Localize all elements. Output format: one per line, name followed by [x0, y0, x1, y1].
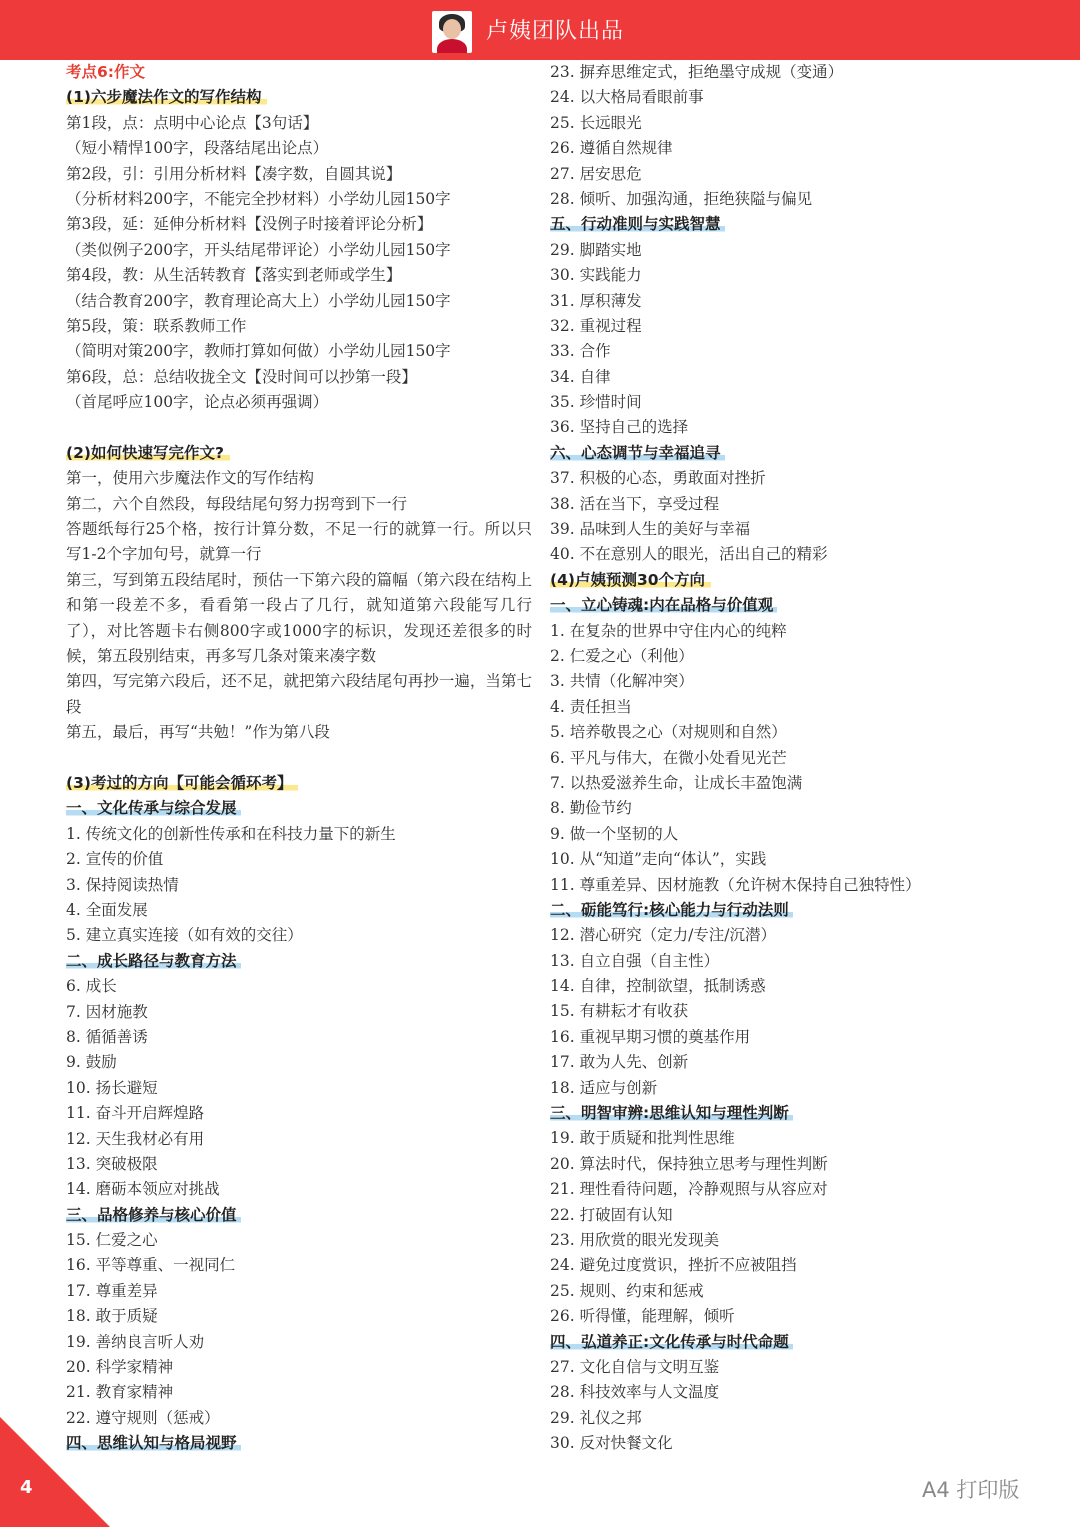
list-item: （简明对策200字，教师打算如何做）小学幼儿园150字 [66, 342, 451, 361]
list-item: 25. 长远眼光 [550, 113, 642, 132]
list-item: 9. 做一个坚韧的人 [550, 824, 679, 843]
list-item: 25. 规则、约束和惩戒 [550, 1281, 704, 1300]
list-item: 第3段，延：延伸分析材料【没例子时接着评论分析】 [66, 215, 433, 234]
list-item: 20. 算法时代，保持独立思考与理性判断 [550, 1154, 828, 1173]
page-number: 4 [20, 1477, 33, 1498]
group-heading: 三、明智审辨:思维认知与理性判断 [550, 1104, 793, 1122]
group-heading: 三、品格修养与核心价值 [66, 1206, 241, 1224]
list-item: 7. 因材施教 [66, 1002, 148, 1021]
list-item: 21. 理性看待问题，冷静观照与从容应对 [550, 1180, 828, 1199]
list-item: 30. 实践能力 [550, 266, 642, 285]
group-heading: 六、心态调节与幸福追寻 [550, 444, 725, 462]
list-item: 29. 礼仪之邦 [550, 1408, 642, 1427]
section-heading: (1)六步魔法作文的写作结构 [66, 88, 267, 106]
list-item: 3. 保持阅读热情 [66, 875, 179, 894]
paragraph: 第三，写到第五段结尾时，预估一下第六段的篇幅（第六段在结构上和第一段差不多，看看第一段占了几行，就知道第六段能写几行了），对比答题卡右侧800字或1000字的标识，发现还差很多的时候，第五段别结束，再多写几条对策来凑字数 [66, 570, 532, 666]
list-item: 24. 避免过度赏识，挫折不应被阻挡 [550, 1256, 797, 1275]
list-item: 36. 坚持自己的选择 [550, 418, 689, 437]
list-item: 16. 重视早期习惯的奠基作用 [550, 1027, 751, 1046]
list-item: 21. 教育家精神 [66, 1383, 174, 1402]
list-item: 第2段，引：引用分析材料【凑字数，自圆其说】 [66, 164, 402, 183]
paragraph: 答题纸每行25个格，按行计算分数，不足一行的就算一行。所以只写1-2个字加句号，就算一行 [66, 520, 532, 564]
list-item: 27. 文化自信与文明互鉴 [550, 1357, 720, 1376]
right-column [550, 60, 1020, 1456]
list-item: 15. 仁爱之心 [66, 1231, 158, 1250]
left-column [66, 60, 532, 1457]
list-item: （首尾呼应100字，论点必须再强调） [66, 393, 329, 412]
list-item: 18. 敢于质疑 [66, 1307, 158, 1326]
list-item: 19. 敢于质疑和批判性思维 [550, 1129, 735, 1148]
list-item: （类似例子200字，开头结尾带评论）小学幼儿园150字 [66, 240, 451, 259]
group-heading: 四、思维认知与格局视野 [66, 1434, 241, 1452]
list-item: 14. 磨砺本领应对挑战 [66, 1180, 220, 1199]
list-item: 10. 从“知道”走向“体认”，实践 [550, 850, 767, 869]
paragraph: 第四，写完第六段后，还不足，就把第六段结尾句再抄一遍，当第七段 [66, 672, 532, 716]
print-version-label: A4 打印版 [922, 1478, 1020, 1502]
list-item: 20. 科学家精神 [66, 1358, 174, 1377]
list-item: 32. 重视过程 [550, 316, 642, 335]
list-item: 31. 厚积薄发 [550, 291, 642, 310]
list-item: 12. 潜心研究（定力/专注/沉潜） [550, 926, 777, 945]
paragraph: 第一，使用六步魔法作文的写作结构 [66, 469, 315, 488]
list-item: 2. 仁爱之心（利他） [550, 646, 694, 665]
list-item: 35. 珍惜时间 [550, 393, 642, 412]
list-item: 22. 打破固有认知 [550, 1205, 673, 1224]
group-heading: 四、弘道养正:文化传承与时代命题 [550, 1333, 793, 1351]
list-item: 26. 听得懂，能理解，倾听 [550, 1307, 735, 1326]
structure-list [66, 111, 532, 416]
list-item: 19. 善纳良言听人劝 [66, 1332, 205, 1351]
list-item: （结合教育200字，教育理论高大上）小学幼儿园150字 [66, 291, 451, 310]
list-item: 28. 科技效率与人文温度 [550, 1383, 720, 1402]
list-item: 24. 以大格局看眼前事 [550, 88, 704, 107]
list-item: 7. 以热爱滋养生命，让成长丰盈饱满 [550, 773, 803, 792]
list-item: 39. 品味到人生的美好与幸福 [550, 520, 751, 539]
group-heading: 一、文化传承与综合发展 [66, 799, 241, 817]
author-avatar [432, 11, 472, 53]
corner-triangle [0, 1417, 110, 1527]
list-item: 27. 居安思危 [550, 164, 642, 183]
list-item: 第5段，策：联系教师工作 [66, 316, 247, 335]
list-item: 第1段，点：点明中心论点【3句话】 [66, 113, 319, 132]
list-item: 4. 责任担当 [550, 697, 632, 716]
list-item: 3. 共情（化解冲突） [550, 672, 694, 691]
list-item: 28. 倾听、加强沟通，拒绝狭隘与偏见 [550, 189, 813, 208]
list-item: 23. 用欣赏的眼光发现美 [550, 1230, 720, 1249]
list-item: 11. 奋斗开启辉煌路 [66, 1104, 205, 1123]
list-item: 8. 循循善诱 [66, 1027, 148, 1046]
list-item: 16. 平等尊重、一视同仁 [66, 1256, 236, 1275]
list-item: 13. 突破极限 [66, 1154, 158, 1173]
list-item: 2. 宣传的价值 [66, 850, 164, 869]
list-item: 第6段，总：总结收拢全文【没时间可以抄第一段】 [66, 367, 417, 386]
section-heading: (4)卢姨预测30个方向 [550, 571, 711, 589]
group-heading: 二、成长路径与教育方法 [66, 952, 241, 970]
list-item: 33. 合作 [550, 342, 611, 361]
group-heading: 二、砺能笃行:核心能力与行动法则 [550, 901, 793, 919]
list-item: 15. 有耕耘才有收获 [550, 1002, 689, 1021]
list-item: 5. 建立真实连接（如有效的交往） [66, 926, 303, 945]
list-item: 8. 勤俭节约 [550, 799, 632, 818]
list-item: 17. 尊重差异 [66, 1281, 158, 1300]
list-item: 9. 鼓励 [66, 1053, 117, 1072]
list-item: 10. 扬长避短 [66, 1078, 158, 1097]
list-item: 5. 培养敬畏之心（对规则和自然） [550, 723, 787, 742]
list-item: 34. 自律 [550, 367, 611, 386]
paragraph: 第五，最后，再写“共勉！”作为第八段 [66, 723, 330, 742]
list-item: 17. 敢为人先、创新 [550, 1053, 689, 1072]
list-item: 4. 全面发展 [66, 901, 148, 920]
header-banner [0, 0, 1080, 60]
list-item: 12. 天生我材必有用 [66, 1129, 205, 1148]
list-item: （短小精悍100字，段落结尾出论点） [66, 139, 329, 158]
group-heading: 一、立心铸魂:内在品格与价值观 [550, 596, 777, 614]
list-item: 11. 尊重差异、因材施教（允许树木保持自己独特性） [550, 875, 921, 894]
list-item: 6. 成长 [66, 977, 117, 996]
list-item: 23. 摒弃思维定式，拒绝墨守成规（变通） [550, 63, 844, 81]
section-heading: (2)如何快速写完作文? [66, 444, 230, 462]
list-item: 22. 遵守规则（惩戒） [66, 1408, 220, 1427]
list-item: 6. 平凡与伟大，在微小处看见光芒 [550, 748, 787, 767]
list-item: 30. 反对快餐文化 [550, 1434, 673, 1453]
list-item: （分析材料200字，不能完全抄材料）小学幼儿园150字 [66, 189, 451, 208]
topic-heading: 考点6:作文 [66, 63, 145, 81]
header-title: 卢姨团队出品 [486, 19, 625, 44]
list-item: 18. 适应与创新 [550, 1078, 658, 1097]
list-item: 38. 活在当下，享受过程 [550, 494, 720, 513]
list-item: 29. 脚踏实地 [550, 240, 642, 259]
paragraph: 第二，六个自然段，每段结尾句努力拐弯到下一行 [66, 494, 408, 513]
list-item: 26. 遵循自然规律 [550, 139, 673, 158]
list-item: 1. 在复杂的世界中守住内心的纯粹 [550, 621, 787, 640]
list-item: 1. 传统文化的创新性传承和在科技力量下的新生 [66, 824, 396, 843]
group-heading: 五、行动准则与实践智慧 [550, 215, 725, 233]
list-item: 13. 自立自强（自主性） [550, 951, 720, 970]
list-item: 第4段，教：从生活转教育【落实到老师或学生】 [66, 266, 402, 285]
list-item: 40. 不在意别人的眼光，活出自己的精彩 [550, 545, 828, 564]
section-heading: (3)考过的方向【可能会循环考】 [66, 774, 298, 792]
list-item: 14. 自律，控制欲望，抵制诱惑 [550, 977, 766, 996]
list-item: 37. 积极的心态，勇敢面对挫折 [550, 469, 766, 488]
